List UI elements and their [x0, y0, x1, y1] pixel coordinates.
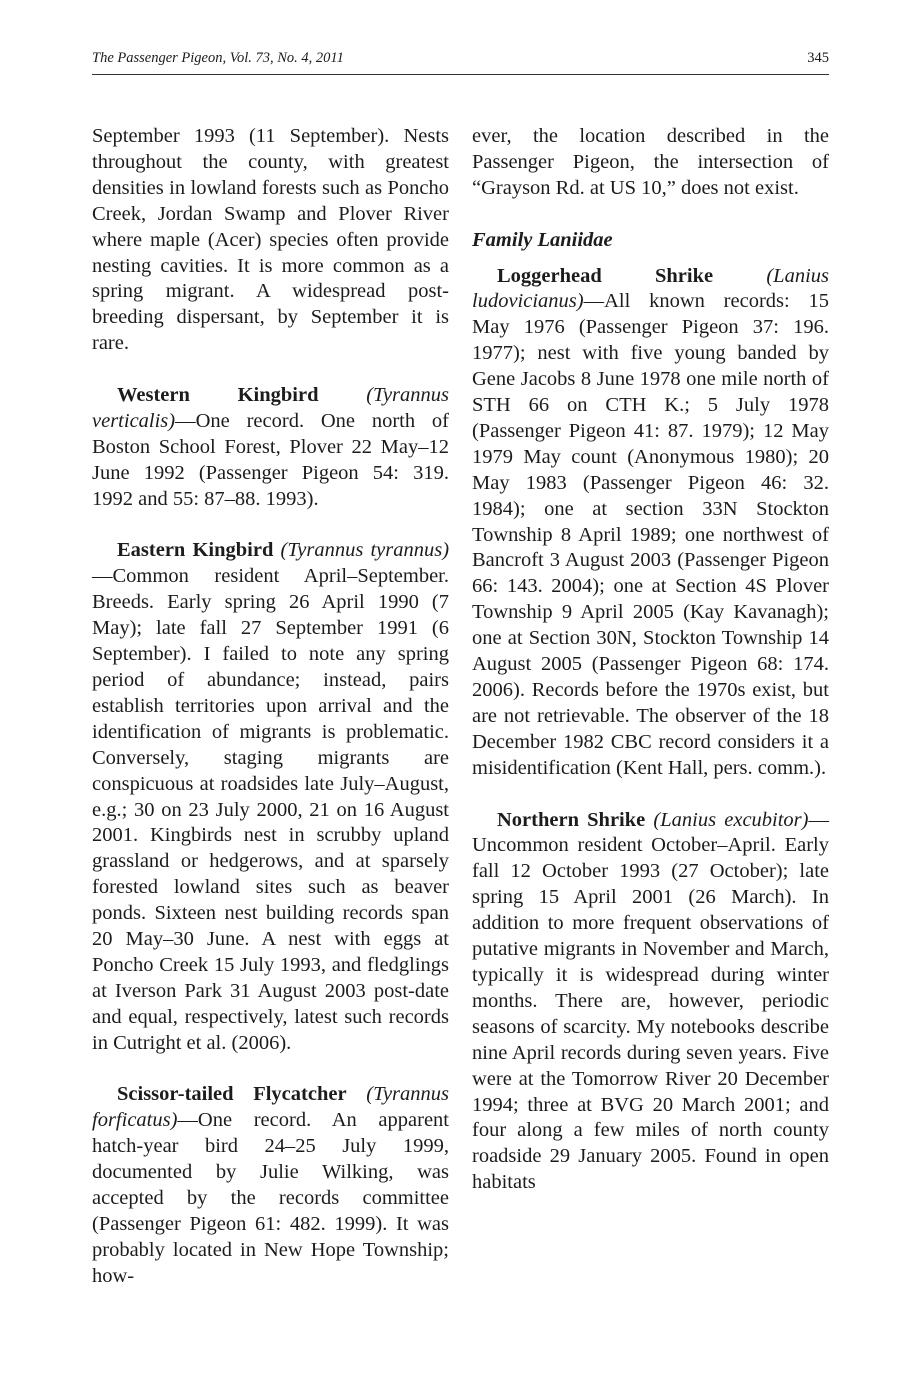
- species-text: —One record. One north of Boston School Forest, Plover 22 May–12 June 1992 (Passenger Pigeon 54: 319. 1992 and 55: 87–88. 1993).: [92, 409, 449, 510]
- species-text: —Uncommon resident October–April. Early fall 12 October 1993 (27 October); late spring 15 April 2001 (26 March). In addition to more frequent observations of putative migrants in November and March, typically it is widespread during winter months. There are, however, periodic seasons of scarcity. My notebooks describe nine April records during seven years. Five were at the Tomorrow River 20 December 1994; three at BVG 20 March 2001; and four along a few miles of north county roadside 29 January 2005. Found in open habitats: [472, 808, 829, 1194]
- species-name: Western Kingbird: [117, 384, 319, 407]
- species-name: Scissor-tailed Flycatcher: [117, 1083, 347, 1106]
- species-entry-scissor-tailed-flycatcher: [92, 1082, 449, 1289]
- scientific-name: (Tyrannus forficatus): [92, 1083, 450, 1132]
- species-entry-loggerhead-shrike: [472, 264, 829, 782]
- scientific-name: (Lanius ludovicianus): [472, 264, 829, 313]
- left-column: [92, 124, 449, 1290]
- family-heading: Family Laniidae: [472, 228, 613, 251]
- species-entry-western-kingbird: [92, 383, 449, 513]
- scientific-name: (Lanius excubitor): [653, 808, 809, 831]
- running-header: [92, 50, 829, 75]
- species-text: —All known records: 15 May 1976 (Passenger Pigeon 37: 196. 1977); nest with five young banded by Gene Jacobs 8 June 1978 one mile north of STH 66 on CTH K.; 5 July 1978 (Passenger Pigeon 41: 87. 1979); 12 May 1979 May count (Anonymous 1980); 20 May 1983 (Passenger Pigeon 46: 32. 1984); one at section 33N Stockton Township 8 April 1989; one northwest of Bancroft 3 August 2003 (Passenger Pigeon 66: 143. 2004); one at Section 4S Plover Township 9 April 2005 (Kay Kavanagh); one at Section 30N, Stockton Township 14 August 2005 (Passenger Pigeon 68: 174. 2006). Records before the 1970s exist, but are not retrievable. The observer of the 18 December 1982 CBC record considers it a misidentification (Kent Hall, pers. comm.).: [472, 290, 829, 779]
- scientific-name: (Tyrannus tyrannus): [280, 539, 450, 562]
- running-title: The Passenger Pigeon, Vol. 73, No. 4, 2011: [92, 50, 344, 66]
- species-text: —Common resident April–September. Breeds. Early spring 26 April 1990 (7 May); late fall 27 September 1991 (6 September). I failed to note any spring period of abundance; instead, pairs establish territories upon arrival and the identification of migrants is problematic. Conversely, staging migrants are conspicuous at roadsides late July–August, e.g.; 30 on 23 July 2000, 21 on 16 August 2001. Kingbirds nest in scrubby upland grassland or hedgerows, and at sparsely forested lowland sites such as beaver ponds. Sixteen nest building records span 20 May–30 June. A nest with eggs at Poncho Creek 15 July 1993, and fledglings at Iverson Park 31 August 2003 post-date and equal, respectively, latest such records in Cutright et al. (2006).: [92, 565, 449, 1054]
- scientific-name: (Tyrannus verticalis): [92, 384, 449, 432]
- continued-paragraph: ever, the location described in the Passenger Pigeon, the intersection of “Grayson Rd. at US 10,” does not exist.: [472, 125, 829, 199]
- species-name: Loggerhead Shrike: [497, 264, 714, 287]
- continued-paragraph: September 1993 (11 September). Nests throughout the county, with greatest densities in lowland forests such as Poncho Creek, Jordan Swamp and Plover River where maple (Acer) species often provide nesting cavities. It is more common as a spring migrant. A widespread post-breeding dispersant, by September it is rare.: [92, 125, 449, 355]
- species-name: Eastern Kingbird: [117, 539, 274, 562]
- species-text: —One record. An apparent hatch-year bird 24–25 July 1999, documented by Julie Wilking, was accepted by the records committee (Passenger Pigeon 61: 482. 1999). It was probably located in New Hope Township; how-: [92, 1109, 449, 1287]
- species-entry-northern-shrike: [472, 808, 829, 1197]
- page-number: 345: [807, 50, 829, 66]
- species-name: Northern Shrike: [497, 808, 646, 831]
- species-entry-eastern-kingbird: [92, 538, 449, 1056]
- right-column: [472, 124, 829, 1196]
